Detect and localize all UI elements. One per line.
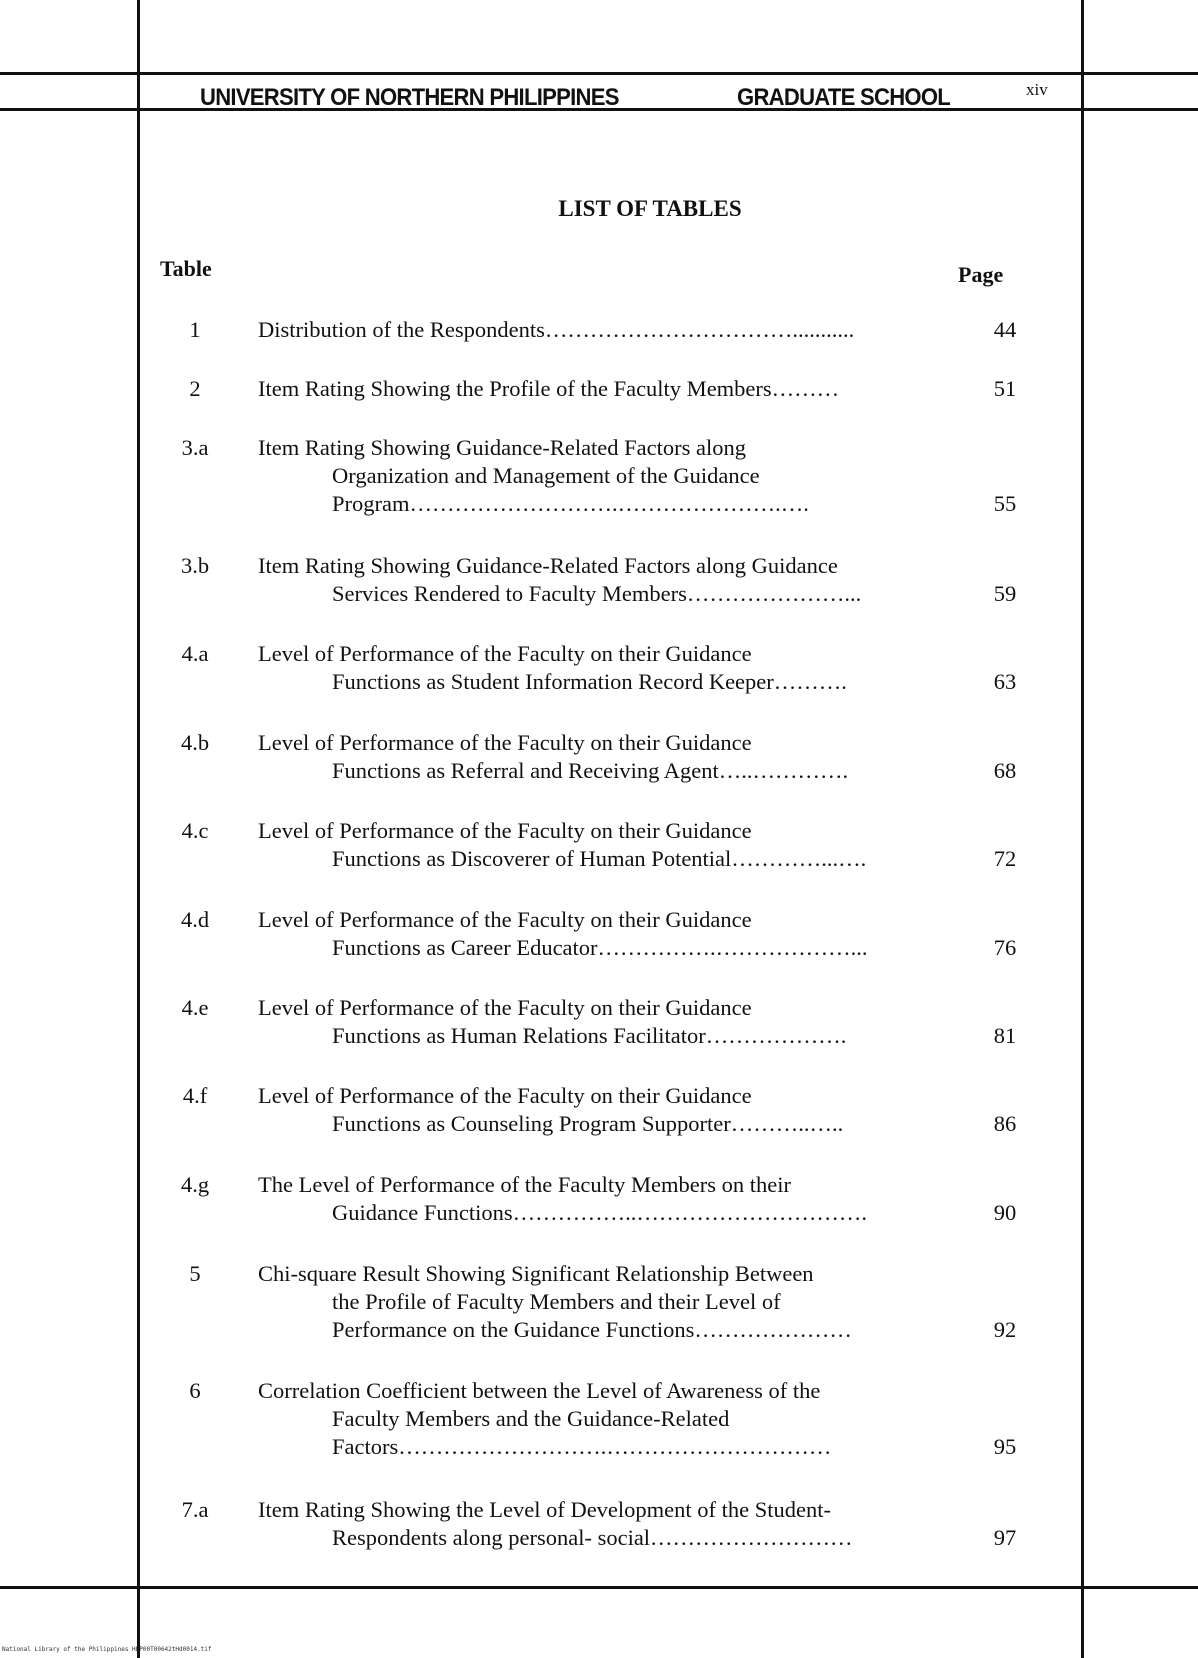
table-caption — [258, 1260, 935, 1344]
caption-line: Item Rating Showing Guidance-Related Factors along Guidance — [258, 553, 838, 578]
page-title: LIST OF TABLES — [558, 196, 742, 221]
caption-line: Item Rating Showing the Profile of the Faculty Members……… — [258, 376, 840, 401]
caption-line: Level of Performance of the Faculty on their Guidance — [258, 818, 752, 843]
caption-line: Item Rating Showing the Level of Development of the Student- — [258, 1497, 832, 1522]
caption-line: Program……………………….………………….…. — [332, 491, 809, 516]
table-caption — [258, 434, 935, 518]
caption-line: Functions as Counseling Program Supporter………..….. — [332, 1111, 844, 1136]
caption-line: Chi-square Result Showing Significant Relationship Between — [258, 1261, 814, 1286]
table-caption — [258, 994, 935, 1050]
caption-line: Level of Performance of the Faculty on their Guidance — [258, 641, 752, 666]
caption-line: Performance on the Guidance Functions………………… — [332, 1317, 852, 1342]
table-caption — [258, 1377, 935, 1461]
table-caption — [258, 1171, 935, 1227]
table-number: 4.e — [181, 995, 209, 1020]
table-number: 4.b — [180, 730, 210, 755]
table-number: 6 — [189, 1378, 201, 1403]
table-number: 4.f — [182, 1083, 208, 1108]
table-number: 3.b — [180, 553, 210, 578]
caption-line: Level of Performance of the Faculty on their Guidance — [258, 1083, 752, 1108]
caption-line: Respondents along personal- social……………………… — [332, 1525, 853, 1550]
caption-line: Organization and Management of the Guidance — [332, 463, 760, 488]
left-border-line — [137, 0, 140, 1658]
table-number: 4.d — [180, 907, 210, 932]
table-caption — [258, 729, 935, 785]
university-name: UNIVERSITY OF NORTHERN PHILIPPINES — [200, 84, 619, 111]
caption-line: Distribution of the Respondents……………………………........... — [258, 317, 855, 342]
caption-line: Services Rendered to Faculty Members…………………... — [332, 581, 862, 606]
table-caption — [258, 316, 935, 344]
caption-line: Guidance Functions……………..…………………………. — [332, 1200, 867, 1225]
page-reference: 86 — [993, 1111, 1017, 1136]
table-caption — [258, 552, 935, 608]
page-reference: 63 — [993, 669, 1017, 694]
caption-line: the Profile of Faculty Members and their Level of — [332, 1289, 781, 1314]
page-reference: 97 — [993, 1525, 1017, 1550]
table-number: 1 — [189, 317, 201, 342]
table-caption — [258, 640, 935, 696]
table-caption — [258, 1082, 935, 1138]
school-name: GRADUATE SCHOOL — [737, 84, 951, 111]
page-reference: 92 — [993, 1317, 1017, 1342]
page-reference: 81 — [993, 1023, 1017, 1048]
table-number: 4.a — [181, 641, 209, 666]
caption-line: Item Rating Showing Guidance-Related Factors along — [258, 435, 747, 460]
caption-line: Correlation Coefficient between the Level of Awareness of the — [258, 1378, 821, 1403]
page-number: xiv — [1026, 80, 1048, 99]
table-caption — [258, 375, 935, 403]
table-caption — [258, 1496, 935, 1552]
page-column-heading: Page — [958, 262, 1004, 287]
page-reference: 95 — [993, 1434, 1017, 1459]
page-reference: 44 — [993, 317, 1017, 342]
caption-line: Level of Performance of the Faculty on their Guidance — [258, 995, 752, 1020]
caption-line: Functions as Career Educator…………….………………... — [332, 935, 868, 960]
table-number: 3.a — [181, 435, 209, 460]
table-caption — [258, 906, 935, 962]
caption-line: Functions as Student Information Record Keeper………. — [332, 669, 847, 694]
page-reference: 51 — [993, 376, 1017, 401]
page-reference: 55 — [993, 491, 1017, 516]
table-number: 2 — [189, 376, 201, 401]
caption-line: Level of Performance of the Faculty on their Guidance — [258, 907, 752, 932]
header-top-line — [0, 72, 1198, 75]
caption-line: Faculty Members and the Guidance-Related — [332, 1406, 730, 1431]
table-column-heading: Table — [160, 256, 212, 281]
page-reference: 68 — [993, 758, 1017, 783]
caption-line: Level of Performance of the Faculty on their Guidance — [258, 730, 752, 755]
right-border-line — [1081, 0, 1084, 1658]
scan-footer-text: National Library of the Philippines HEP00T00642tHd0014.tif — [2, 1646, 212, 1653]
page-reference: 90 — [993, 1200, 1017, 1225]
footer-line — [0, 1586, 1198, 1589]
table-number: 7.a — [181, 1497, 209, 1522]
table-number: 4.g — [180, 1172, 210, 1197]
table-caption — [258, 817, 935, 873]
caption-line: Functions as Discoverer of Human Potential…………...…. — [332, 846, 867, 871]
caption-line: Factors……………………….………………………… — [332, 1434, 832, 1459]
page-reference: 76 — [993, 935, 1017, 960]
page-reference: 72 — [993, 846, 1017, 871]
table-number: 5 — [189, 1261, 201, 1286]
page-reference: 59 — [993, 581, 1017, 606]
caption-line: Functions as Human Relations Facilitator………………. — [332, 1023, 847, 1048]
table-number: 4.c — [181, 818, 209, 843]
caption-line: The Level of Performance of the Faculty Members on their — [258, 1172, 791, 1197]
caption-line: Functions as Referral and Receiving Agent…..…………. — [332, 758, 849, 783]
